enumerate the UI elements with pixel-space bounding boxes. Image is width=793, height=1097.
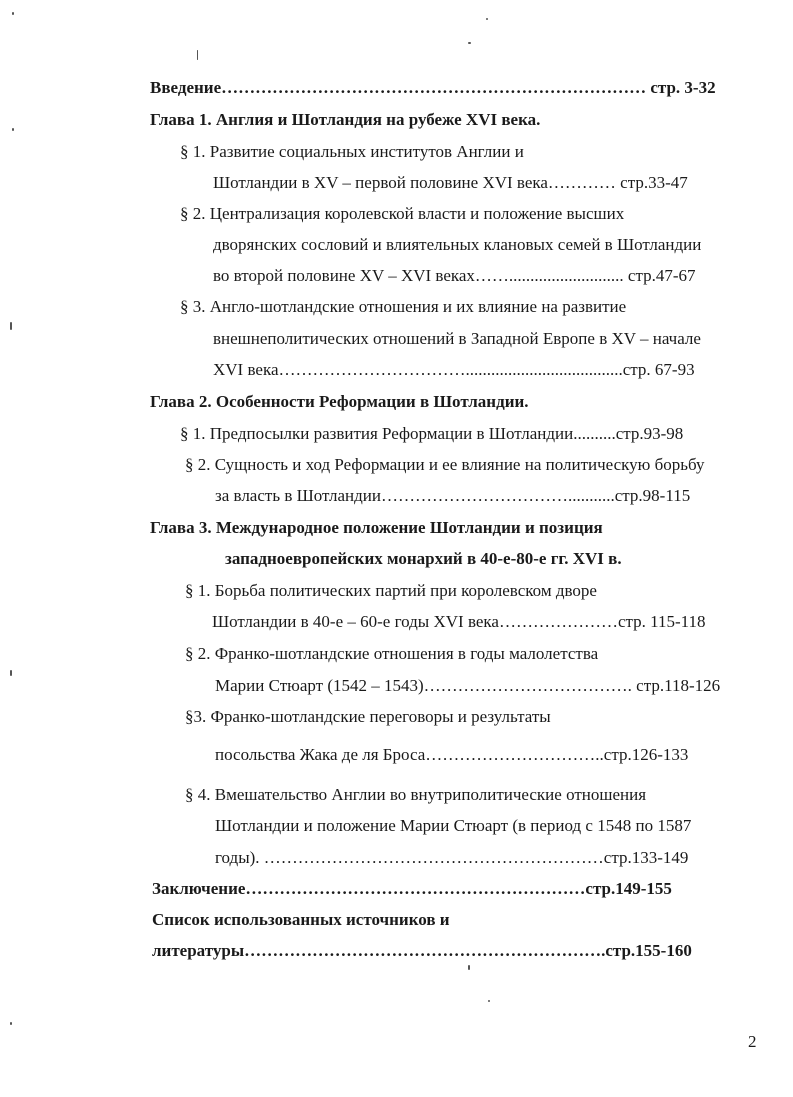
ch2-section-1-line1: § 1. Предпосылки развития Реформации в Шотландии..........стр.93-98 (180, 424, 684, 443)
ch1-section-2-line3: во второй половине XV – XVI веках……........................... стр.47-67 (213, 266, 696, 285)
ch2-section-2-line2: за власть в Шотландии……………………………...........стр.98-115 (215, 486, 691, 505)
ch1-section-2-line2: дворянских сословий и влиятельных клановых семей в Шотландии (213, 235, 702, 254)
ch1-section-1-line1: § 1. Развитие социальных институтов Англии и (180, 142, 524, 161)
ch3-section-4-line2: Шотландии и положение Марии Стюарт (в период с 1548 по 1587 (215, 816, 692, 835)
ch3-section-2-line1: § 2. Франко-шотландские отношения в годы малолетства (185, 644, 599, 663)
toc-conclusion: Заключение……………………………………………………стр.149-155 (152, 879, 672, 898)
scan-speck (10, 1022, 12, 1025)
ch1-section-3-line2: внешнеполитических отношений в Западной Европе в XV – начале (213, 329, 701, 348)
scan-speck (197, 50, 198, 60)
ch3-section-1-line2: Шотландии в 40-е – 60-е годы XVI века…………………стр. 115-118 (212, 612, 706, 631)
ch3-section-3-line2: посольства Жака де ля Броса…………………………..стр.126-133 (215, 745, 689, 764)
ch1-section-3-line1: § 3. Англо-шотландские отношения и их влияние на развитие (180, 297, 627, 316)
ch1-section-3-line3: XVI века…………………………….....................................стр. 67-93 (213, 360, 695, 379)
scan-speck (468, 965, 470, 970)
scan-speck (10, 322, 12, 330)
toc-intro: Введение………………………………………………………………… стр. 3-32 (150, 78, 716, 97)
chapter-3-title-line2: западноевропейских монархий в 40-е-80-е гг. XVI в. (225, 549, 622, 568)
toc-sources-line2: литературы……………………………………………………….стр.155-160 (152, 941, 692, 960)
scan-speck (12, 128, 14, 131)
scan-speck (486, 18, 488, 20)
ch3-section-3-line1: §3. Франко-шотландские переговоры и результаты (185, 707, 551, 726)
scan-speck (468, 42, 471, 44)
ch2-section-2-line1: § 2. Сущность и ход Реформации и ее влияние на политическую борьбу (185, 455, 705, 474)
chapter-2-title: Глава 2. Особенности Реформации в Шотландии. (150, 392, 529, 411)
scan-speck (488, 1000, 490, 1002)
ch1-section-2-line1: § 2. Централизация королевской власти и положение высших (180, 204, 625, 223)
ch3-section-2-line2: Марии Стюарт (1542 – 1543)………………………………. стр.118-126 (215, 676, 721, 695)
scan-speck (10, 670, 12, 676)
page-number: 2 (748, 1032, 757, 1051)
ch1-section-1-line2: Шотландии в XV – первой половине XVI века………… стр.33-47 (213, 173, 688, 192)
scan-speck (12, 12, 14, 15)
chapter-1-title: Глава 1. Англия и Шотландия на рубеже XVI века. (150, 110, 541, 129)
chapter-3-title-line1: Глава 3. Международное положение Шотландии и позиция (150, 518, 603, 537)
toc-sources-line1: Список использованных источников и (152, 910, 450, 929)
ch3-section-4-line3: годы). ……………………………………………………стр.133-149 (215, 848, 689, 867)
ch3-section-1-line1: § 1. Борьба политических партий при королевском дворе (185, 581, 597, 600)
ch3-section-4-line1: § 4. Вмешательство Англии во внутриполитические отношения (185, 785, 647, 804)
